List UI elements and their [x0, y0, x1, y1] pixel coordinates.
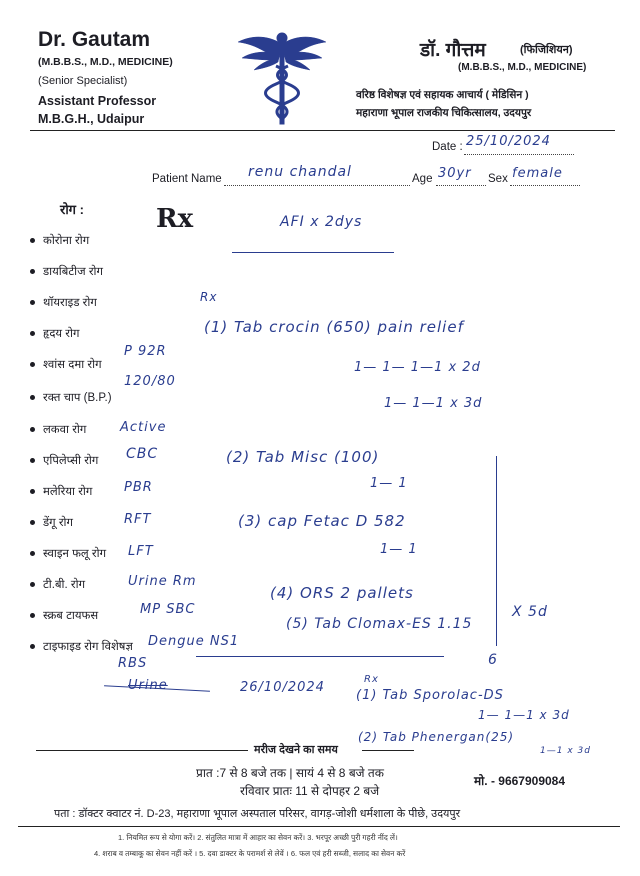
sex-value: female	[512, 166, 563, 181]
rx-small-2: Rx	[364, 674, 379, 685]
patient-name-value: renu chandal	[248, 164, 352, 180]
sex-label: Sex	[488, 173, 508, 185]
patient-name-line	[224, 185, 410, 186]
sex-line	[510, 185, 580, 186]
tests-underline	[196, 656, 444, 657]
med-line-5: (5) Tab Clomax-ES 1.15	[286, 616, 473, 632]
test-pbr: PBR	[124, 480, 153, 495]
date-line	[464, 154, 574, 155]
med-line-7: (2) Tab Phenergan(25)	[358, 730, 515, 744]
med-line-2: (2) Tab Misc (100)	[226, 448, 380, 466]
disease-item: मलेरिया रोग	[30, 484, 92, 499]
age-value: 30yr	[438, 166, 472, 181]
timing-rule-right	[362, 750, 414, 751]
doctor-hospital-hi: महाराणा भूपाल राजकीय चिकित्सालय, उदयपुर	[356, 107, 532, 119]
timing-line-2: रविवार प्रातः 11 से दोपहर 2 बजे	[240, 784, 380, 798]
disease-item: स्वाइन फलू रोग	[30, 546, 106, 561]
disease-item: श्वांस दमा रोग	[30, 357, 102, 372]
bracket-line	[496, 456, 497, 646]
disease-item: रक्त चाप (B.P.)	[30, 390, 112, 405]
test-cbc: CBC	[126, 446, 159, 462]
dose-line-7: 1—1 x 3d	[540, 746, 591, 756]
timing-line-1: प्रात :7 से 8 बजे तक | सायं 4 से 8 बजे तक	[196, 766, 384, 780]
timing-rule-left	[36, 750, 248, 751]
vital-bp: 120/80	[124, 374, 176, 389]
doctor-degrees-hi: (M.B.B.S., M.D., MEDICINE)	[458, 62, 587, 73]
dose-line-4: 1— 1	[380, 542, 418, 557]
header-divider	[30, 130, 615, 131]
dose-line-1: 1— 1— 1—1 x 2d	[354, 360, 481, 375]
doctor-role-en: Assistant Professor	[38, 94, 157, 108]
doctor-title-hi: (फिजिशियन)	[520, 44, 573, 56]
dose-line-3: 1— 1	[370, 476, 408, 491]
date-label: Date :	[432, 141, 463, 153]
caduceus-icon	[236, 26, 328, 126]
med-line-3: (3) cap Fetac D 582	[238, 512, 406, 530]
doctor-name-en: Dr. Gautam	[38, 28, 151, 51]
duration-x5d: X 5d	[512, 604, 548, 620]
address: पता : डॉक्टर क्वाटर नं. D-23, महाराणा भूपाल अस्पताल परिसर, वागड़-जोशी धर्मशाला के पीछे, उदयपुर	[54, 808, 461, 820]
med-line-6: (1) Tab Sporolac-DS	[356, 688, 504, 703]
test-mpsbc: MP SBC	[140, 602, 196, 617]
med-line-4: (4) ORS 2 pallets	[270, 584, 414, 602]
diagnosis-underline	[232, 252, 394, 253]
disease-item: लकवा रोग	[30, 422, 86, 437]
date-value: 25/10/2024	[466, 134, 551, 149]
disease-item: एपिलेप्सी रोग	[30, 453, 98, 468]
note-active: Active	[120, 420, 167, 435]
patient-name-label: Patient Name	[152, 173, 222, 185]
rx-symbol: Rx	[156, 204, 194, 234]
age-line	[436, 185, 486, 186]
doctor-degrees-en: (M.B.B.S., M.D., MEDICINE)	[38, 56, 173, 68]
test-rbs: RBS	[118, 656, 148, 671]
test-dengue: Dengue NS1	[148, 634, 240, 649]
test-lft: LFT	[128, 544, 154, 559]
disease-item: डायबिटीज रोग	[30, 264, 103, 279]
doctor-senior: (Senior Specialist)	[38, 75, 128, 87]
disease-heading: रोग :	[60, 202, 84, 217]
followup-date: 26/10/2024	[240, 680, 325, 695]
dose-line-2: 1— 1—1 x 3d	[384, 396, 483, 411]
disease-item: टाइफाइड रोग विशेषज्ञ	[30, 639, 133, 654]
diagnosis-text: AFI x 2dys	[280, 214, 363, 230]
test-rft: RFT	[124, 512, 152, 527]
doctor-name-hi: डॉ. गौत्तम	[420, 40, 486, 61]
margin-mark: 6	[488, 652, 498, 668]
med-line-1: (1) Tab crocin (650) pain relief	[204, 318, 464, 336]
doctor-role-hi: वरिष्ठ विशेषज्ञ एवं सहायक आचार्य ( मेडिसिन )	[356, 89, 529, 101]
doctor-hospital-en: M.B.G.H., Udaipur	[38, 112, 145, 126]
struck-text: Urine	[128, 678, 168, 693]
dose-line-6: 1— 1—1 x 3d	[478, 708, 570, 722]
health-note-2: 4. शराब व तम्बाकू का सेवन नहीं करें । 5. दवा डाक्टर के परामर्श से लेवें । 6. फल एवं हरी सब्जी, सलाद का सेवन करें	[94, 849, 406, 858]
timing-heading: मरीज देखने का समय	[254, 744, 338, 756]
health-note-1: 1. नियमित रूप से योगा करें। 2. संतुलित मात्रा में आहार का सेवन करें। 3. भरपूर अच्छी पुरी गहरी नींद लें।	[118, 833, 398, 842]
disease-item: टी.बी. रोग	[30, 577, 85, 592]
footer-divider	[18, 826, 620, 827]
rx-small: Rx	[200, 290, 218, 304]
disease-item: थॉयराइड रोग	[30, 295, 97, 310]
disease-item: डेंगू रोग	[30, 515, 73, 530]
disease-item: स्क्रब टायफस	[30, 608, 98, 623]
disease-item: हृदय रोग	[30, 326, 79, 341]
disease-item: कोरोना रोग	[30, 233, 89, 248]
age-label: Age	[412, 173, 433, 185]
mobile-number: मो. - 9667909084	[474, 774, 566, 788]
vital-pr: P 92R	[124, 344, 167, 359]
test-urine: Urine Rm	[128, 574, 197, 589]
